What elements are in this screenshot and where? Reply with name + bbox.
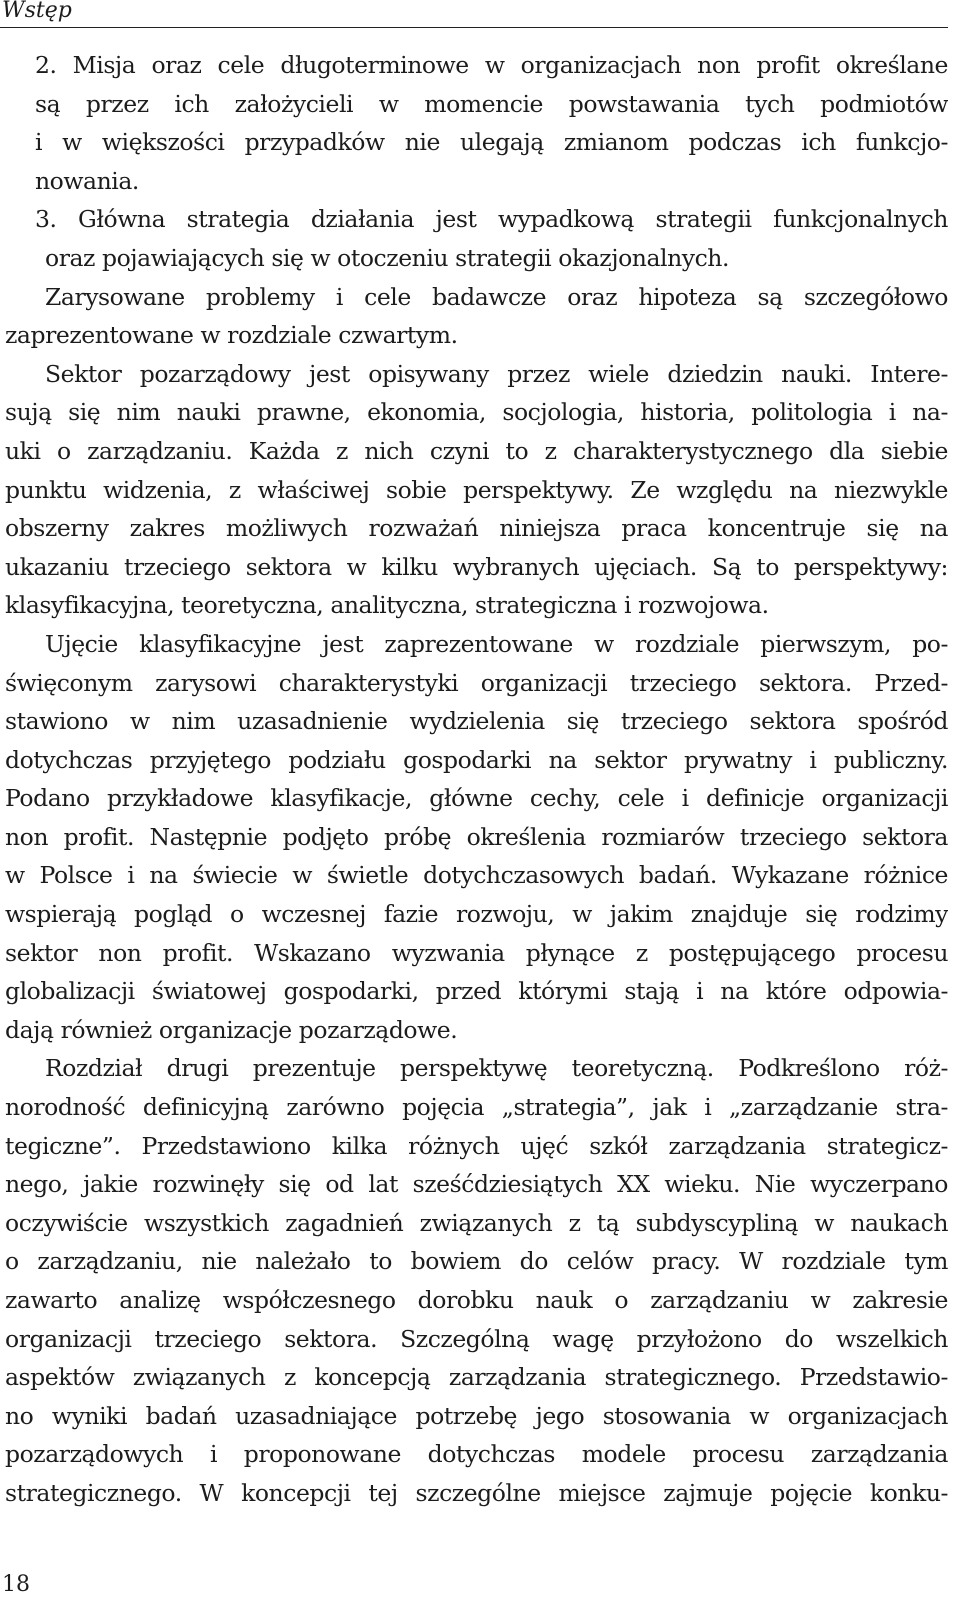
text-line: dotychczas przyjętego podziału gospodarki na sektor prywatny i publiczny.: [5, 745, 948, 774]
text-line: są przez ich założycieli w momencie powstawania tych podmiotów: [35, 89, 948, 118]
text-line: tegiczne”. Przedstawiono kilka różnych ujęć szkół zarządzania strategicz-: [5, 1131, 948, 1160]
text-line: Rozdział drugi prezentuje perspektywę teoretyczną. Podkreślono róż-: [45, 1054, 948, 1083]
text-line: no wyniki badań uzasadniające potrzebę jego stosowania w organizacjach: [5, 1401, 948, 1430]
text-line: klasyfikacyjna, teoretyczna, analityczna, strategiczna i rozwojowa.: [5, 591, 769, 620]
text-line: dają również organizacje pozarządowe.: [5, 1015, 458, 1044]
text-line: aspektów związanych z koncepcją zarządzania strategicznego. Przedstawio-: [5, 1363, 948, 1392]
text-line: non profit. Następnie podjęto próbę określenia rozmiarów trzeciego sektora: [5, 822, 948, 851]
text-line: Sektor pozarządowy jest opisywany przez wiele dziedzin nauki. Intere-: [45, 359, 948, 388]
text-line: uki o zarządzaniu. Każda z nich czyni to z charakterystycznego dla siebie: [5, 436, 948, 465]
text-line: globalizacji światowej gospodarki, przed którymi stają i na które odpowia-: [5, 977, 948, 1006]
text-line: nowania.: [35, 166, 139, 195]
text-line: sektor non profit. Wskazano wyzwania płynące z postępującego procesu: [5, 938, 948, 967]
text-line: pozarządowych i proponowane dotychczas modele procesu zarządzania: [5, 1440, 948, 1469]
text-line: Ujęcie klasyfikacyjne jest zaprezentowane w rozdziale pierwszym, po-: [45, 629, 948, 658]
text-line: 2. Misja oraz cele długoterminowe w organizacjach non profit określane: [35, 51, 948, 79]
text-line: oczywiście wszystkich zagadnień związanych z tą subdyscypliną w naukach: [5, 1208, 948, 1237]
body-text: [5, 46, 948, 1513]
text-line: wspierają pogląd o wczesnej fazie rozwoju, w jakim znajduje się rodzimy: [5, 900, 948, 929]
text-line: Zarysowane problemy i cele badawcze oraz hipoteza są szczegółowo: [45, 282, 948, 311]
text-line: i w większości przypadków nie ulegają zmianom podczas ich funkcjo-: [35, 128, 948, 157]
running-head-title: Wstęp: [2, 0, 72, 23]
text-line: obszerny zakres możliwych rozważań niniejsza praca koncentruje się na: [5, 514, 948, 543]
text-line: stawiono w nim uzasadnienie wydzielenia się trzeciego sektora spośród: [5, 707, 948, 736]
text-line: Podano przykładowe klasyfikacje, główne cechy, cele i definicje organizacji: [5, 784, 948, 813]
text-line: zaprezentowane w rozdziale czwartym.: [5, 321, 458, 350]
text-line: ukazaniu trzeciego sektora w kilku wybranych ujęciach. Są to perspektywy:: [5, 552, 948, 581]
text-line: 3. Główna strategia działania jest wypadkową strategii funkcjonalnych: [35, 205, 948, 234]
text-line: strategicznego. W koncepcji tej szczególne miejsce zajmuje pojęcie konku-: [5, 1478, 948, 1507]
text-line: sują się nim nauki prawne, ekonomia, socjologia, historia, politologia i na-: [5, 398, 948, 427]
text-line: święconym zarysowi charakterystyki organizacji trzeciego sektora. Przed-: [5, 668, 948, 697]
text-line: w Polsce i na świecie w świetle dotychczasowych badań. Wykazane różnice: [5, 861, 948, 890]
text-line: punktu widzenia, z właściwej sobie perspektywy. Ze względu na niezwykle: [5, 475, 948, 504]
text-line: nego, jakie rozwinęły się od lat sześćdziesiątych XX wieku. Nie wyczerpano: [5, 1170, 948, 1199]
text-line: zawarto analizę współczesnego dorobku nauk o zarządzaniu w zakresie: [5, 1286, 948, 1314]
text-line: norodność definicyjną zarówno pojęcia „strategia”, jak i „zarządzanie stra-: [5, 1093, 948, 1122]
text-line: oraz pojawiających się w otoczeniu strategii okazjonalnych.: [45, 243, 730, 272]
text-line: o zarządzaniu, nie należało to bowiem do celów pracy. W rozdziale tym: [5, 1247, 948, 1276]
running-head: [0, 0, 948, 28]
text-line: organizacji trzeciego sektora. Szczególną wagę przyłożono do wszelkich: [5, 1324, 948, 1353]
page-number: 18: [2, 1572, 30, 1597]
